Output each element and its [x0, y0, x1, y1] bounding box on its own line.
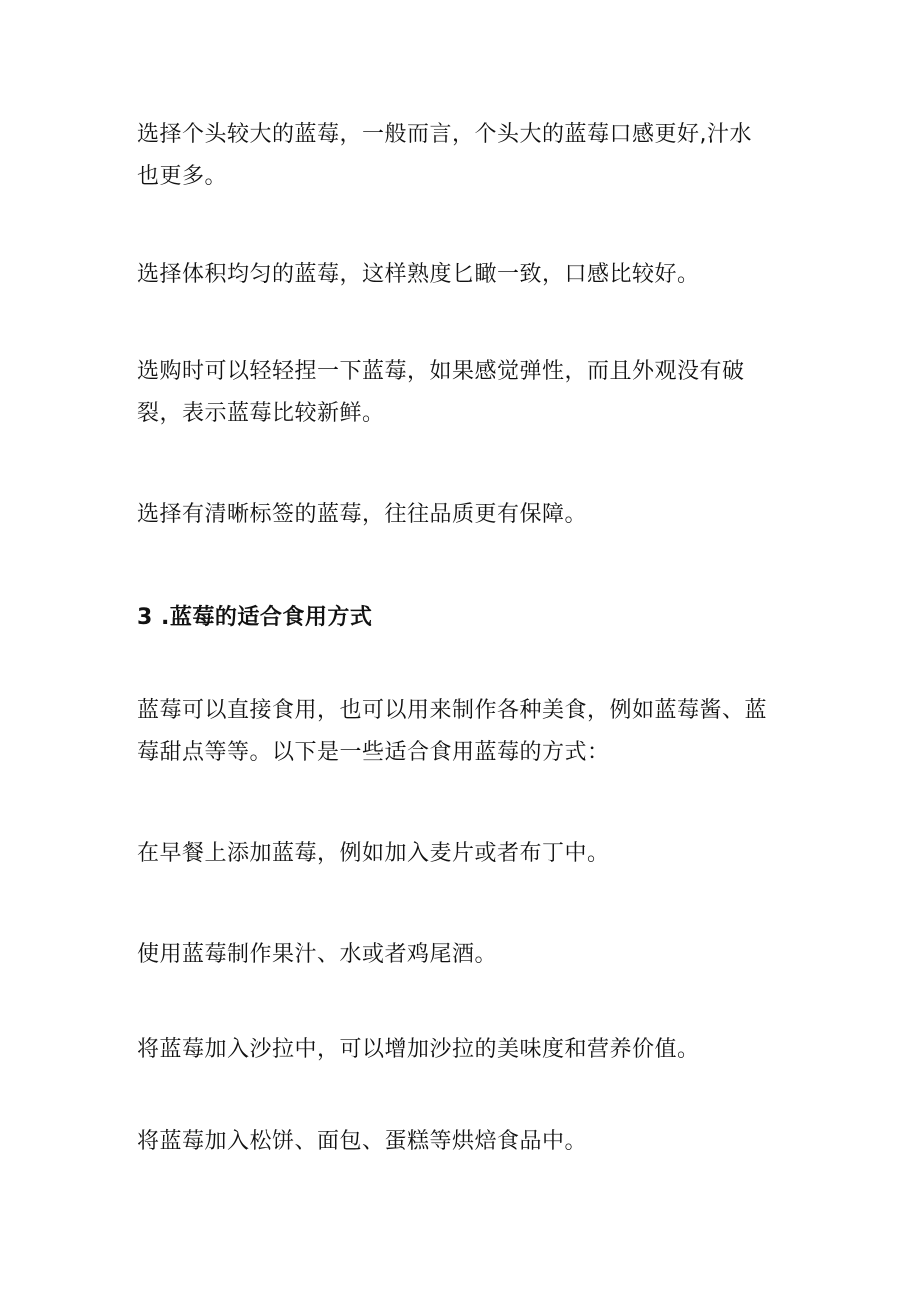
paragraph-line: 莓甜点等等。以下是一些适合食用蓝莓的方式： [137, 740, 610, 765]
paragraph-line: 将蓝莓加入松饼、面包、蛋糕等烘焙食品中。 [137, 1129, 588, 1154]
paragraph-size-tip [137, 114, 797, 198]
paragraph-juice [137, 934, 797, 976]
section-heading: 3 .蓝莓的适合食用方式 [137, 605, 373, 630]
paragraph-breakfast [137, 833, 797, 875]
paragraph-uniform-tip [137, 254, 797, 296]
paragraph-label-tip [137, 494, 797, 536]
paragraph-squeeze-tip [137, 351, 797, 435]
paragraph-usage-intro [137, 690, 797, 774]
paragraph-line: 将蓝莓加入沙拉中，可以增加沙拉的美味度和营养价值。 [137, 1037, 700, 1062]
paragraph-line: 也更多。 [137, 164, 228, 189]
paragraph-line: 在早餐上添加蓝莓，例如加入麦片或者布丁中。 [137, 841, 610, 866]
paragraph-line: 蓝莓可以直接食用，也可以用来制作各种美食，例如蓝莓酱、蓝 [137, 698, 768, 723]
paragraph-line: 选择个头较大的蓝莓，一般而言，个头大的蓝莓口感更好,汁水 [137, 122, 752, 147]
paragraph-line: 选择有清晰标签的蓝莓，往往品质更有保障。 [137, 502, 588, 527]
paragraph-salad [137, 1029, 797, 1071]
paragraph-baking [137, 1121, 797, 1163]
paragraph-line: 选购时可以轻轻捏一下蓝莓，如果感觉弹性，而且外观没有破 [137, 359, 745, 384]
paragraph-line: 使用蓝莓制作果汁、水或者鸡尾酒。 [137, 942, 498, 967]
paragraph-line: 选择体积均匀的蓝莓，这样熟度匕瞰一致，口感比较好。 [137, 262, 700, 287]
paragraph-line: 裂，表示蓝莓比较新鲜。 [137, 401, 385, 426]
